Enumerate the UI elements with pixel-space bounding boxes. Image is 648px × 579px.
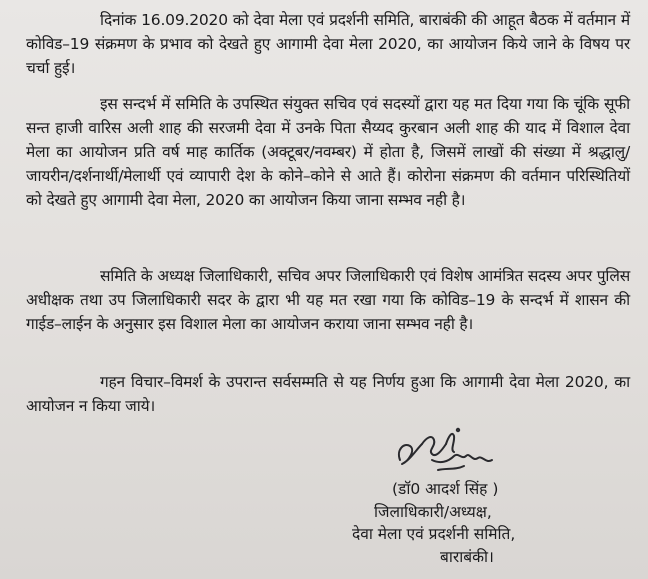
paragraph-final-decision: गहन विचार–विमर्श के उपरान्त सर्वसम्मति से यह निर्णय हुआ कि आगामी देवा मेला 2020, का आयोजन न किया जाये। <box>26 373 630 415</box>
signatory-designation: जिलाधिकारी/अध्यक्ष, <box>374 502 492 521</box>
signatory-organisation: देवा मेला एवं प्रदर्शनी समिति, <box>352 525 516 543</box>
handwritten-signature <box>392 420 502 482</box>
paragraph-committee-opinion: इस सन्दर्भ में समिति के उपस्थित संयुक्त सचिव एवं सदस्यों द्वारा यह मत दिया गया कि चूंकि सूफी सन्त हाजी वारिस अली शाह की सरजमी देवा में उनके पिता सैय्यद कुरबान अली शाह की याद में विशाल देवा मेला का आयोजन प्रति वर्ष माह कार्तिक (अक्टूबर/नवम्बर) में होता है, जिसमें लाखों की संख्या में श्रद्धालु/जायरीन/दर्शनार्थी/मेलार्थी एवं व्यापारी देश के कोने–कोने से आते हैं। कोरोना संक्रमण की वर्तमान परिस्थितियों को देखते हुए आगामी देवा मेला, 2020 का आयोजन किया जाना सम्भव नही है। <box>26 95 630 209</box>
signatory-name: (डॉ0 आदर्श सिंह ) <box>392 480 499 498</box>
signature-block <box>352 478 632 568</box>
signatory-place: बाराबंकी। <box>440 547 494 566</box>
paragraph-meeting-intro: दिनांक 16.09.2020 को देवा मेला एवं प्रदर्शनी समिति, बाराबंकी की आहूत बैठक में वर्तमान में कोविड–19 संक्रमण के प्रभाव को देखते हुए आगामी देवा मेला 2020, का आयोजन किये जाने के विषय पर चर्चा हुई। <box>26 11 630 77</box>
paragraph-officials-opinion: समिति के अध्यक्ष जिलाधिकारी, सचिव अपर जिलाधिकारी एवं विशेष आमंत्रित सदस्य अपर पुलिस अधीक्षक तथा उप जिलाधिकारी सदर के द्वारा भी यह मत रखा गया कि कोविड–19 के सन्दर्भ में शासन की गाईड–लाईन के अनुसार इस विशाल मेला का आयोजन कराया जाना सम्भव नही है। <box>26 267 630 333</box>
